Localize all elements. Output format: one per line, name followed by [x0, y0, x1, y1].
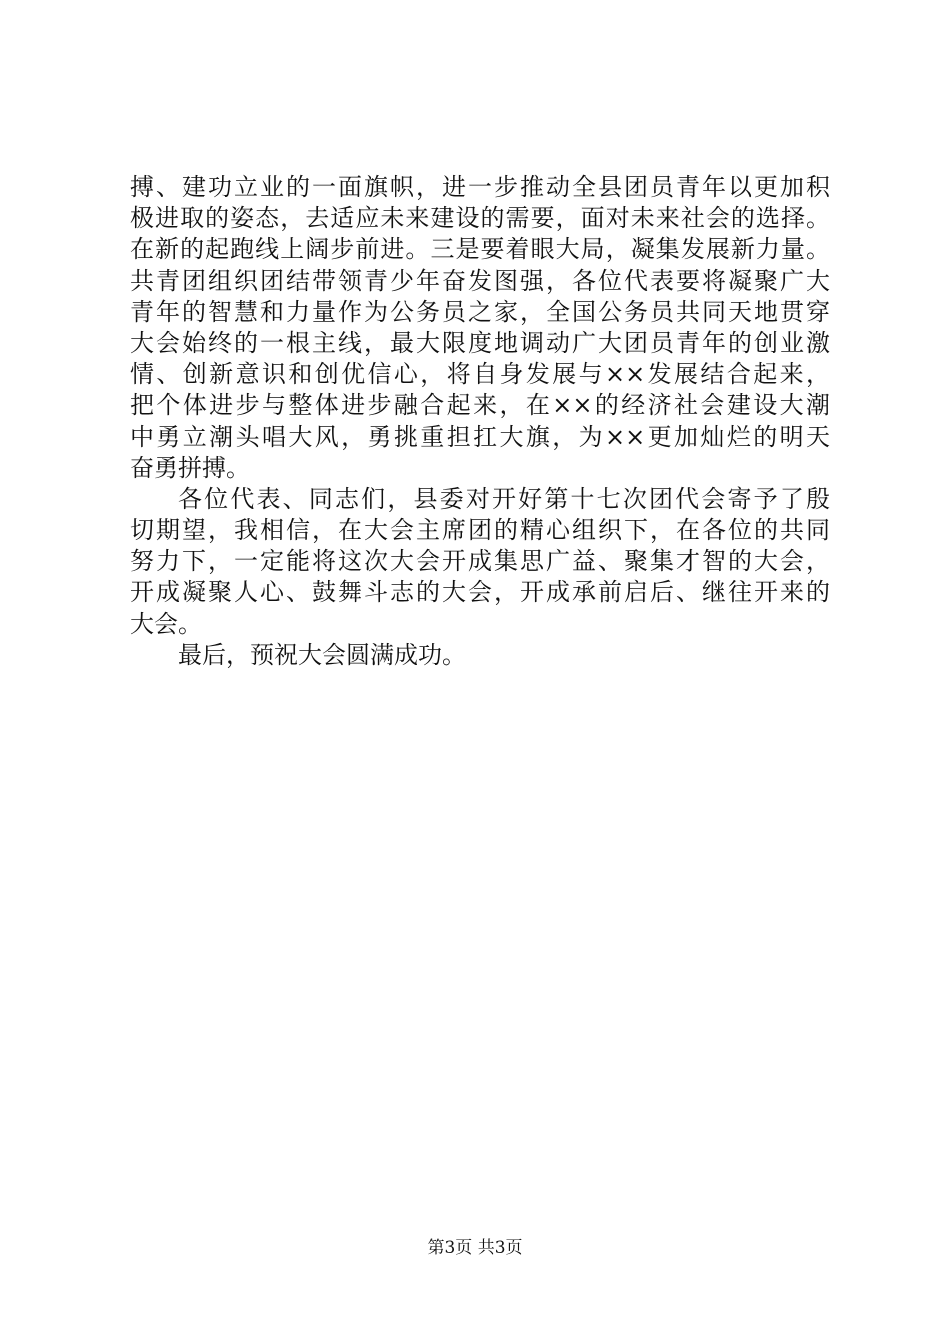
text-line: 奋勇拼搏。: [130, 453, 250, 482]
paragraph-start-line: 各位代表、同志们，县委对开好第十七次团代会寄予了殷: [178, 484, 830, 513]
text-line: 中勇立潮头唱大风，勇挑重担扛大旗，为××更加灿烂的明天: [130, 422, 830, 451]
text-line: 把个体进步与整体进步融合起来，在××的经济社会建设大潮: [130, 391, 830, 420]
text-line: 共青团组织团结带领青少年奋发图强，各位代表要将凝聚广大: [130, 266, 830, 295]
text-line: 努力下，一定能将这次大会开成集思广益、聚集才智的大会，: [130, 547, 830, 576]
text-line: 切期望，我相信，在大会主席团的精心组织下，在各位的共同: [130, 516, 830, 545]
document-body: [130, 172, 830, 671]
text-line: 搏、建功立业的一面旗帜，进一步推动全县团员青年以更加积: [130, 173, 830, 201]
text-line: 极进取的姿态，去适应未来建设的需要，面对未来社会的选择。: [130, 204, 830, 233]
text-line: 开成凝聚人心、鼓舞斗志的大会，开成承前启后、继往开来的: [130, 578, 830, 607]
text-line: 情、创新意识和创优信心，将自身发展与××发展结合起来，: [130, 360, 830, 389]
closing-line: 最后，预祝大会圆满成功。: [178, 640, 466, 669]
text-line: 青年的智慧和力量作为公务员之家，全国公务员共同天地贯穿: [130, 297, 830, 326]
page-number-label: 第3页 共3页: [427, 1238, 523, 1258]
text-line: 在新的起跑线上阔步前进。三是要着眼大局，凝集发展新力量。: [130, 235, 830, 264]
text-line: 大会。: [130, 609, 202, 638]
page-footer: [0, 1237, 950, 1259]
text-line: 大会始终的一根主线，最大限度地调动广大团员青年的创业激: [130, 328, 830, 357]
